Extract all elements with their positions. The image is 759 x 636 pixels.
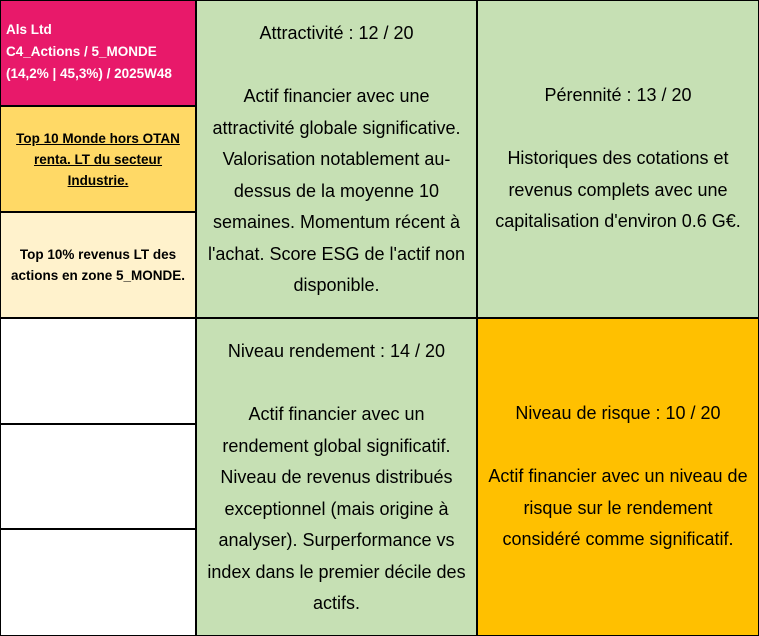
rendement-line: actifs. (312, 593, 360, 613)
attractivite-line: l'achat. Score ESG de l'actif non (207, 243, 465, 264)
rendement-line: rendement global significatif. (222, 435, 451, 456)
attractivite-line: Actif financier avec une (243, 86, 430, 106)
rendement-line: exceptionnel (mais origine à (224, 498, 449, 519)
attractivite-title: Attractivité : 12 / 20 (259, 23, 414, 43)
risque-line: risque sur le rendement (523, 497, 713, 518)
top10-badge-cell (0, 106, 196, 212)
rendement-line: Actif financier avec un (248, 404, 425, 424)
risque-line: Actif financier avec un niveau de (488, 466, 748, 487)
empty-cell (0, 424, 196, 529)
portfolio-label: C4_Actions / 5_MONDE (6, 44, 157, 59)
rendement-line: index dans le premier décile des (207, 561, 466, 582)
rendement-cell (196, 318, 477, 636)
top10-line: Top 10 Monde hors OTAN (16, 130, 180, 146)
performance-week: (14,2% | 45,3%) / 2025W48 (6, 66, 172, 81)
attractivite-line: semaines. Momentum récent à (212, 212, 461, 232)
perennite-line: capitalisation d'environ 0.6 G€. (495, 211, 741, 232)
top10pct-badge-cell (0, 212, 196, 318)
perennite-cell (477, 0, 759, 318)
asset-header-cell (0, 0, 196, 106)
top10pct-line: Top 10% revenus LT des (19, 247, 177, 262)
perennite-line: Historiques des cotations et (507, 148, 729, 169)
risque-line: considéré comme significatif. (502, 529, 734, 550)
perennite-title: Pérennité : 13 / 20 (544, 85, 692, 106)
top10-line: Industrie. (67, 172, 129, 188)
attractivite-line: disponible. (293, 275, 380, 295)
rendement-title: Niveau rendement : 14 / 20 (227, 341, 446, 361)
attractivite-line: Valorisation notablement au- (222, 149, 451, 169)
rendement-line: Niveau de revenus distribués (220, 467, 453, 487)
rendement-line: analyser). Surperformance vs (218, 530, 455, 550)
top10-line: renta. LT du secteur (33, 151, 163, 167)
top10pct-line: actions en zone 5_MONDE. (10, 268, 186, 283)
empty-cell (0, 529, 196, 636)
risque-title: Niveau de risque : 10 / 20 (515, 403, 721, 424)
company-name: Als Ltd (6, 22, 52, 37)
perennite-line: revenus complets avec une (508, 179, 728, 200)
attractivite-cell (196, 0, 477, 318)
empty-cell (0, 318, 196, 424)
attractivite-line: dessus de la moyenne 10 (233, 180, 440, 201)
risque-cell (477, 318, 759, 636)
attractivite-line: attractivité globale significative. (212, 117, 461, 138)
